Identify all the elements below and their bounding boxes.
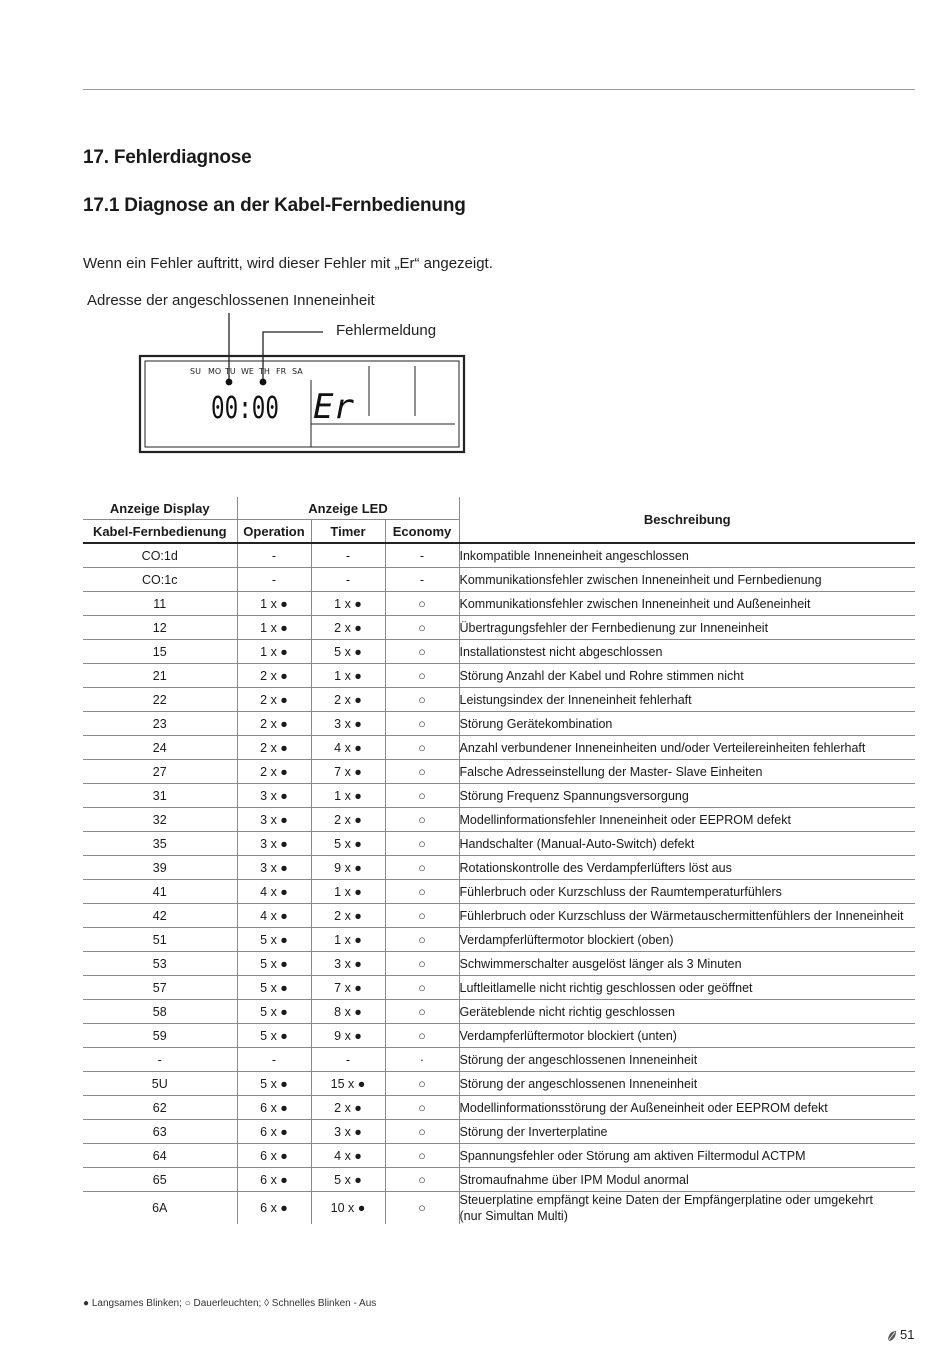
table-row [83,640,915,664]
day-label: TH [259,367,270,376]
cell-operation: 2 x ● [237,664,311,688]
cell-operation: 5 x ● [237,976,311,1000]
cell-operation: 6 x ● [237,1096,311,1120]
cell-description: Störung Anzahl der Kabel und Rohre stimmen nicht [459,664,915,688]
cell-description: Luftleitlamelle nicht richtig geschlossen oder geöffnet [459,976,915,1000]
cell-timer: 4 x ● [311,736,385,760]
table-row [83,1192,915,1225]
table-row [83,1000,915,1024]
cell-operation: 4 x ● [237,880,311,904]
cell-description: Falsche Adresseinstellung der Master- Slave Einheiten [459,760,915,784]
intro-text: Wenn ein Fehler auftritt, wird dieser Fehler mit „Er“ angezeigt. [83,255,493,272]
cell-timer: 15 x ● [311,1072,385,1096]
cell-economy: - [385,568,459,592]
cell-code: 32 [83,808,237,832]
table-row [83,1096,915,1120]
table-row [83,616,915,640]
header-led-group: Anzeige LED [237,497,459,520]
cell-economy: ○ [385,736,459,760]
cell-description: Schwimmerschalter ausgelöst länger als 3 Minuten [459,952,915,976]
cell-code: 62 [83,1096,237,1120]
cell-description: Inkompatible Inneneinheit angeschlossen [459,543,915,568]
cell-timer: 9 x ● [311,1024,385,1048]
cell-economy: ○ [385,928,459,952]
cell-code: 64 [83,1144,237,1168]
section-heading: 17.1 Diagnose an der Kabel-Fernbedienung [83,195,466,216]
cell-economy: · [385,1048,459,1072]
cell-timer: 7 x ● [311,760,385,784]
cell-description: Modellinformationsstörung der Außeneinheit oder EEPROM defekt [459,1096,915,1120]
cell-code: 39 [83,856,237,880]
cell-economy: ○ [385,1024,459,1048]
top-rule [83,89,915,90]
cell-operation: - [237,1048,311,1072]
table-row [83,664,915,688]
cell-code: 6A [83,1192,237,1225]
cell-timer: 2 x ● [311,904,385,928]
cell-code: 57 [83,976,237,1000]
cell-timer: 7 x ● [311,976,385,1000]
cell-operation: 2 x ● [237,712,311,736]
cell-operation: 1 x ● [237,640,311,664]
table-row [83,568,915,592]
cell-operation: 6 x ● [237,1192,311,1225]
cell-economy: ○ [385,856,459,880]
leaf-icon [887,1330,897,1342]
table-row [83,592,915,616]
cell-operation: 6 x ● [237,1168,311,1192]
day-label: WE [241,367,254,376]
day-label: TU [225,367,236,376]
cell-code: 42 [83,904,237,928]
table-row [83,1168,915,1192]
cell-description: Fühlerbruch oder Kurzschluss der Wärmetauschermittenfühlers der Inneneinheit [459,904,915,928]
cell-code: 53 [83,952,237,976]
error-code-display: Er [313,387,354,427]
cell-code: - [83,1048,237,1072]
page-number-text: 51 [900,1327,915,1342]
cell-timer: - [311,543,385,568]
cell-code: 23 [83,712,237,736]
cell-operation: 1 x ● [237,592,311,616]
cell-economy: ○ [385,904,459,928]
cell-code: CO:1c [83,568,237,592]
cell-economy: - [385,543,459,568]
table-row [83,808,915,832]
weekday-labels [190,367,303,376]
cell-description: Störung der angeschlossenen Inneneinheit [459,1048,915,1072]
cell-operation: 5 x ● [237,1072,311,1096]
cell-description: Störung der angeschlossenen Inneneinheit [459,1072,915,1096]
table-row [83,1024,915,1048]
table-row [83,1120,915,1144]
cell-description [459,1192,915,1225]
description-line: (nur Simultan Multi) [459,1209,568,1223]
cell-code: 24 [83,736,237,760]
table-row [83,928,915,952]
cell-timer: 3 x ● [311,712,385,736]
label-error-message: Fehlermeldung [336,322,437,339]
cell-economy: ○ [385,760,459,784]
cell-code: 12 [83,616,237,640]
time-display: 00:00 [211,391,279,426]
cell-economy: ○ [385,1168,459,1192]
cell-description: Modellinformationsfehler Inneneinheit oder EEPROM defekt [459,808,915,832]
cell-code: 5U [83,1072,237,1096]
label-address: Adresse der angeschlossenen Inneneinheit [87,292,375,309]
table-row [83,712,915,736]
cell-code: 63 [83,1120,237,1144]
cell-description: Kommunikationsfehler zwischen Inneneinheit und Außeneinheit [459,592,915,616]
cell-economy: ○ [385,832,459,856]
cell-economy: ○ [385,1144,459,1168]
cell-timer: 2 x ● [311,688,385,712]
cell-operation: 3 x ● [237,856,311,880]
cell-timer: 10 x ● [311,1192,385,1225]
cell-timer: 1 x ● [311,928,385,952]
cell-economy: ○ [385,1120,459,1144]
day-label: MO [208,367,222,376]
day-label: FR [276,367,287,376]
cell-operation: - [237,543,311,568]
cell-economy: ○ [385,976,459,1000]
day-label: SU [190,367,201,376]
cell-economy: ○ [385,664,459,688]
legend-footnote: ● Langsames Blinken; ○ Dauerleuchten; ◊ Schnelles Blinken - Aus [83,1298,377,1309]
cell-description: Anzahl verbundener Inneneinheiten und/oder Verteilereinheiten fehlerhaft [459,736,915,760]
table-row [83,976,915,1000]
cell-code: 11 [83,592,237,616]
table-row [83,1048,915,1072]
cell-operation: - [237,568,311,592]
cell-timer: - [311,1048,385,1072]
cell-description: Störung Gerätekombination [459,712,915,736]
day-label: SA [292,367,303,376]
page-heading: 17. Fehlerdiagnose [83,147,252,168]
cell-description: Stromaufnahme über IPM Modul anormal [459,1168,915,1192]
cell-economy: ○ [385,1192,459,1225]
cell-timer: 1 x ● [311,664,385,688]
header-timer: Timer [311,520,385,544]
cell-timer: 3 x ● [311,1120,385,1144]
table-row [83,760,915,784]
cell-code: 65 [83,1168,237,1192]
cell-timer: - [311,568,385,592]
cell-economy: ○ [385,640,459,664]
cell-code: 31 [83,784,237,808]
cell-timer: 3 x ● [311,952,385,976]
cell-timer: 1 x ● [311,880,385,904]
cell-operation: 4 x ● [237,904,311,928]
table-row [83,952,915,976]
cell-operation: 3 x ● [237,832,311,856]
cell-timer: 5 x ● [311,1168,385,1192]
cell-description: Kommunikationsfehler zwischen Inneneinheit und Fernbedienung [459,568,915,592]
cell-description: Geräteblende nicht richtig geschlossen [459,1000,915,1024]
error-code-table [83,497,915,1224]
cell-description: Verdampferlüftermotor blockiert (unten) [459,1024,915,1048]
table-row [83,856,915,880]
cell-timer: 2 x ● [311,1096,385,1120]
cell-code: 22 [83,688,237,712]
cell-code: CO:1d [83,543,237,568]
cell-code: 58 [83,1000,237,1024]
table-row [83,832,915,856]
cell-economy: ○ [385,880,459,904]
cell-economy: ○ [385,1072,459,1096]
cell-code: 59 [83,1024,237,1048]
cell-economy: ○ [385,688,459,712]
cell-description: Übertragungsfehler der Fernbedienung zur Inneneinheit [459,616,915,640]
remote-display-diagram [135,310,475,460]
cell-operation: 5 x ● [237,1000,311,1024]
cell-economy: ○ [385,616,459,640]
cell-timer: 1 x ● [311,784,385,808]
cell-timer: 4 x ● [311,1144,385,1168]
cell-description: Rotationskontrolle des Verdampferlüfters löst aus [459,856,915,880]
cell-economy: ○ [385,712,459,736]
cell-operation: 2 x ● [237,736,311,760]
cell-timer: 2 x ● [311,616,385,640]
table-row [83,904,915,928]
cell-description: Verdampferlüftermotor blockiert (oben) [459,928,915,952]
cell-description: Spannungsfehler oder Störung am aktiven Filtermodul ACTPM [459,1144,915,1168]
table-row [83,784,915,808]
cell-operation: 3 x ● [237,808,311,832]
table-row [83,736,915,760]
page-number [887,1327,914,1342]
cell-code: 15 [83,640,237,664]
header-description: Beschreibung [459,497,915,543]
cell-code: 51 [83,928,237,952]
header-operation: Operation [237,520,311,544]
cell-description: Störung Frequenz Spannungsversorgung [459,784,915,808]
cell-description: Installationstest nicht abgeschlossen [459,640,915,664]
header-display-group: Anzeige Display [83,497,237,520]
cell-description: Störung der Inverterplatine [459,1120,915,1144]
cell-timer: 5 x ● [311,640,385,664]
cell-operation: 2 x ● [237,760,311,784]
header-economy: Economy [385,520,459,544]
cell-timer: 5 x ● [311,832,385,856]
cell-economy: ○ [385,592,459,616]
cell-description: Leistungsindex der Inneneinheit fehlerhaft [459,688,915,712]
cell-timer: 1 x ● [311,592,385,616]
cell-timer: 8 x ● [311,1000,385,1024]
table-row [83,688,915,712]
cell-timer: 2 x ● [311,808,385,832]
cell-timer: 9 x ● [311,856,385,880]
cell-economy: ○ [385,808,459,832]
cell-economy: ○ [385,784,459,808]
cell-operation: 5 x ● [237,952,311,976]
cell-description: Fühlerbruch oder Kurzschluss der Raumtemperaturfühlers [459,880,915,904]
cell-operation: 2 x ● [237,688,311,712]
table-row [83,880,915,904]
cell-code: 35 [83,832,237,856]
cell-economy: ○ [385,952,459,976]
cell-operation: 1 x ● [237,616,311,640]
cell-operation: 6 x ● [237,1120,311,1144]
table-row [83,543,915,568]
cell-operation: 6 x ● [237,1144,311,1168]
description-line: Steuerplatine empfängt keine Daten der Empfängerplatine oder umgekehrt [459,1193,873,1207]
cell-operation: 3 x ● [237,784,311,808]
table-row [83,1144,915,1168]
cell-code: 21 [83,664,237,688]
cell-code: 41 [83,880,237,904]
header-remote: Kabel-Fernbedienung [83,520,237,544]
cell-economy: ○ [385,1000,459,1024]
cell-economy: ○ [385,1096,459,1120]
cell-operation: 5 x ● [237,928,311,952]
cell-code: 27 [83,760,237,784]
cell-description: Handschalter (Manual-Auto-Switch) defekt [459,832,915,856]
cell-operation: 5 x ● [237,1024,311,1048]
table-row [83,1072,915,1096]
